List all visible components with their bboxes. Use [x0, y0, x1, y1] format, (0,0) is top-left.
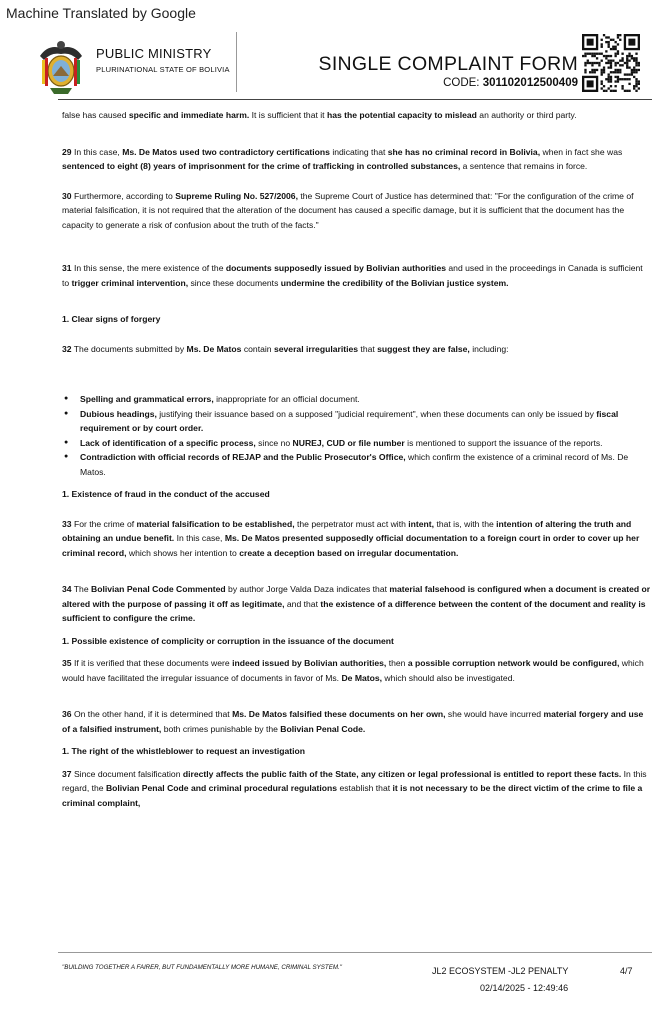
- section-heading-fraud: 1. Existence of fraud in the conduct of the accused: [62, 489, 270, 499]
- paragraph-36: 36 On the other hand, if it is determined that Ms. De Matos falsified these documents on her own, she would have incurred material forgery and use of a falsified instrument, both crimes punishable by the Bolivian Penal Code.: [62, 709, 644, 734]
- paragraph-33: 33 For the crime of material falsification to be established, the perpetrator must act with intent, that is, with the intention of altering the truth and obtaining an undue benefit. In this case, Ms. De Matos presented supposedly official documentation to a foreign court in order to cover up her criminal record, which shows her intention to create a deception based on irregular documentation.: [62, 518, 640, 558]
- paragraph-30: 30 Furthermore, according to Supreme Ruling No. 527/2006, the Supreme Court of Justice has determined that: "For the configuration of the crime of material falsification, it is not required that the alteration of the document has caused a specific damage, but it is sufficient that the document has the capacity to generate a risk of confusion about the truth of the facts.": [62, 190, 634, 230]
- paragraph-29: 29 In this case, Ms. De Matos used two contradictory certifications indicating that she has no criminal record in Bolivia, when in fact she was sentenced to eight (8) years of imprisonment for the crime of trafficking in controlled substances, a sentence that remains in force.: [62, 146, 623, 171]
- list-item: ● Lack of identification of a specific process, since no NUREJ, CUD or file number is mentioned to support the issuance of the reports.: [80, 436, 652, 451]
- footer-timestamp: 02/14/2025 - 12:49:46: [480, 983, 569, 993]
- section-heading-whistleblower: 1. The right of the whistleblower to request an investigation: [62, 746, 306, 756]
- paragraph-37: 37 Since document falsification directly affects the public faith of the State, any citizen or legal professional is entitled to report these facts. In this regard, the Bolivian Penal Code and criminal procedural regulations establish that it is not necessary to be the direct victim of the crime to file a criminal complaint,: [62, 768, 647, 808]
- paragraph-32: 32 The documents submitted by Ms. De Matos contain several irregularities that suggest they are false, including:: [62, 343, 509, 354]
- section-heading-forgery: 1. Clear signs of forgery: [62, 314, 161, 324]
- section-heading-complicity: 1. Possible existence of complicity or corruption in the issuance of the document: [62, 635, 394, 646]
- document-header: [0, 28, 670, 104]
- document-body: [62, 108, 652, 810]
- header-rule: [58, 99, 652, 100]
- code-label: CODE:: [443, 77, 480, 89]
- list-item: ● Contradiction with official records of REJAP and the Public Prosecutor's Office, which confirm the existence of a criminal record of Ms. De Matos.: [80, 450, 652, 479]
- paragraph-34: 34 The Bolivian Penal Code Commented by author Jorge Valda Daza indicates that material falsehood is configured when a document is created or altered with the purpose of passing it off as legitimate, and that the existence of a difference between the content of the document and reality is sufficient to configure the crime.: [62, 584, 651, 623]
- paragraph-continued: false has caused specific and immediate harm. It is sufficient that it has the potential capacity to mislead an authority or third party.: [62, 110, 577, 120]
- code-value: 301102012500409: [482, 77, 578, 89]
- paragraph-31: 31 In this sense, the mere existence of the documents supposedly issued by Bolivian authorities and used in the proceedings in Canada is sufficient to trigger criminal intervention, since these documents undermine the credibility of the Bolivian justice system.: [62, 263, 643, 288]
- footer-rule: [58, 952, 652, 953]
- irregularities-list: [62, 392, 652, 479]
- ministry-name: PUBLIC MINISTRY: [96, 46, 212, 61]
- bolivia-coat-of-arms-icon: [36, 38, 86, 96]
- ministry-block: [96, 46, 230, 74]
- paragraph-35: 35 If it is verified that these documents were indeed issued by Bolivian authorities, then a possible corruption network would be configured, which would have facilitated the irregular issuance of documents in favor of Ms. De Matos, which should also be investigated.: [62, 658, 644, 683]
- form-title: SINGLE COMPLAINT FORM: [318, 53, 578, 75]
- list-item: ● Dubious headings, justifying their issuance based on a supposed "judicial requirement", when these documents can only be issued by fiscal requirement or by court order.: [80, 407, 652, 436]
- list-item: ● Spelling and grammatical errors, inappropriate for an official document.: [80, 392, 652, 407]
- state-name: PLURINATIONAL STATE OF BOLIVIA: [96, 65, 230, 74]
- form-code: [443, 77, 578, 89]
- footer-ecosystem: JL2 ECOSYSTEM -JL2 PENALTY: [432, 966, 569, 976]
- footer-motto: "BUILDING TOGETHER A FAIRER, BUT FUNDAMENTALLY MORE HUMANE, CRIMINAL SYSTEM.": [62, 964, 342, 971]
- machine-translation-banner: Machine Translated by Google: [6, 5, 196, 21]
- qr-code-icon: [582, 34, 640, 92]
- page-number: 4/7: [620, 966, 633, 976]
- header-divider: [236, 32, 237, 92]
